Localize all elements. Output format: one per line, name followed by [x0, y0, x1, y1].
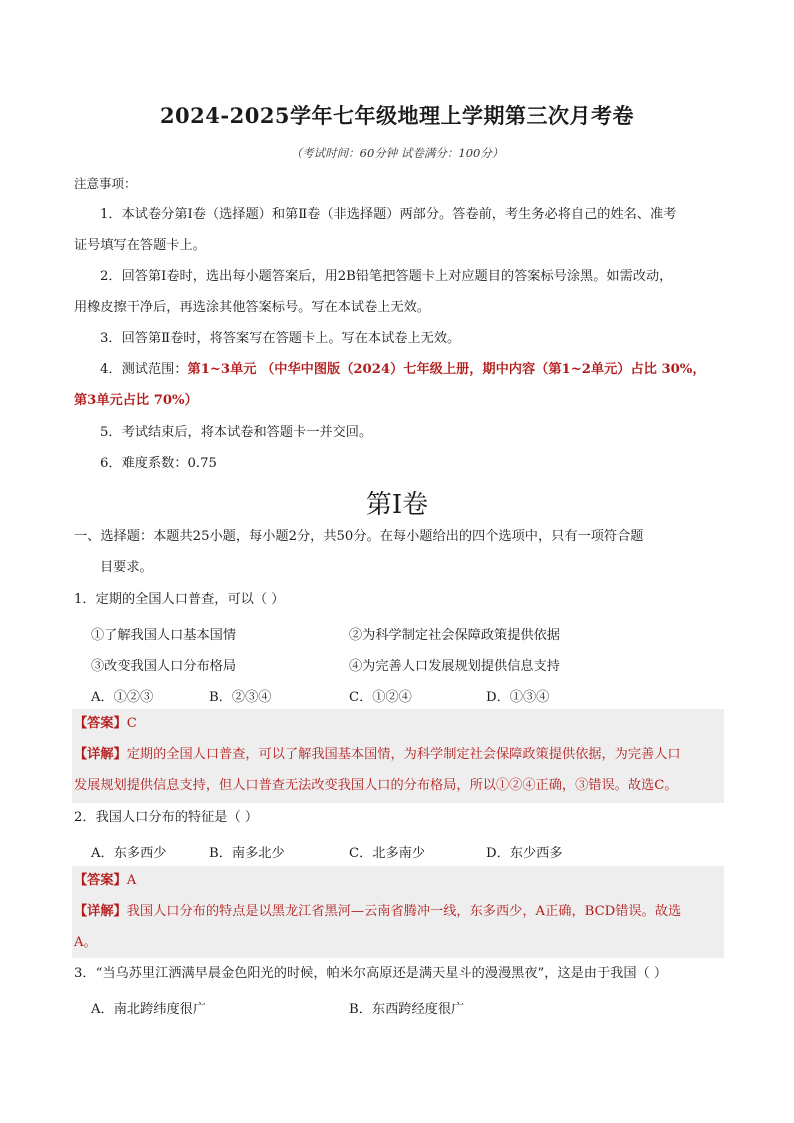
note-6: 6．难度系数：0.75 [100, 456, 217, 471]
q1-detail-line-1 [74, 748, 681, 761]
q1-answer [74, 717, 137, 730]
q1-detail-line-2: 发展规划提供信息支持，但人口普查无法改变我国人口的分布格局，所以①②④正确，③错误。故选C。 [74, 778, 678, 793]
q2-detail-line-1 [74, 905, 681, 918]
detail-tag: 【详解】 [74, 747, 127, 762]
answer-tag: 【答案】 [74, 873, 127, 888]
question-1-stem: 1．定期的全国人口普查，可以（ ） [74, 592, 285, 607]
note-3: 3．回答第Ⅱ卷时，将答案写在答题卡上。写在本试卷上无效。 [100, 331, 461, 346]
note-2-line-2: 用橡皮擦干净后，再选涂其他答案标号。写在本试卷上无效。 [74, 300, 431, 315]
q1-option-a: A．①②③ [91, 690, 154, 705]
notes-heading: 注意事项： [74, 176, 137, 191]
note-1-line-1: 1．本试卷分第Ⅰ卷（选择题）和第Ⅱ卷（非选择题）两部分。答卷前，考生务必将自己的姓名、准考 [100, 207, 677, 222]
note-5: 5．考试结束后，将本试卷和答题卡一并交回。 [100, 425, 373, 440]
test-scope: 第1~3单元 （中华中图版（2024）七年级上册，期中内容（第1~2单元）占比 30%， [187, 362, 706, 377]
q2-option-b: B．南多北少 [209, 846, 285, 861]
exam-subtitle: （考试时间：60分钟 试卷满分：100分） [290, 146, 504, 160]
q2-detail-line-2: A。 [74, 935, 97, 950]
q1-statement-4: ④为完善人口发展规划提供信息支持 [349, 659, 560, 674]
detail-tag: 【详解】 [74, 904, 127, 919]
note-1-line-2: 证号填写在答题卡上。 [74, 238, 206, 253]
q1-option-c: C．①②④ [349, 690, 412, 705]
q1-statement-2: ②为科学制定社会保障政策提供依据 [349, 628, 560, 643]
q1-statement-1: ①了解我国人口基本国情 [91, 628, 237, 643]
section-intro-line-2: 目要求。 [100, 560, 153, 575]
detail-text: 我国人口分布的特点是以黑龙江省黑河—云南省腾冲一线，东多西少，A正确，BCD错误。故选 [126, 904, 682, 919]
q2-option-d: D．东少西多 [486, 846, 563, 861]
q2-answer [74, 874, 136, 887]
detail-text: 定期的全国人口普查，可以了解我国基本国情，为科学制定社会保障政策提供依据，为完善人口 [126, 747, 681, 762]
q1-statement-3: ③改变我国人口分布格局 [91, 659, 237, 674]
q3-option-a: A．南北跨纬度很广 [91, 1002, 207, 1017]
answer-value: C [126, 716, 137, 731]
answer-value: A [126, 873, 137, 888]
q1-option-d: D．①③④ [486, 690, 550, 705]
note-4-line-2: 第3单元占比 70%） [74, 393, 198, 408]
section-intro-line-1: 一、选择题：本题共25小题，每小题2分，共50分。在每小题给出的四个选项中，只有一项符合题 [74, 529, 644, 544]
question-3-stem: 3．“当乌苏里江洒满早晨金色阳光的时候，帕米尔高原还是满天星斗的漫漫黑夜”，这是由于我国（ ） [74, 966, 668, 981]
note-4-line-1 [100, 363, 706, 376]
q1-option-b: B．②③④ [209, 690, 272, 705]
section-title: 第Ⅰ卷 [365, 490, 429, 520]
q3-option-b: B．东西跨经度很广 [349, 1002, 465, 1017]
note-4-prefix: 4．测试范围： [100, 362, 188, 377]
answer-tag: 【答案】 [74, 716, 127, 731]
question-2-stem: 2．我国人口分布的特征是（ ） [74, 810, 259, 825]
q2-option-c: C．北多南少 [349, 846, 426, 861]
page-title: 2024-2025学年七年级地理上学期第三次月考卷 [159, 103, 635, 128]
note-2-line-1: 2．回答第Ⅰ卷时，选出每小题答案后，用2B铅笔把答题卡上对应题目的答案标号涂黑。如需改动， [100, 269, 673, 284]
q2-option-a: A．东多西少 [91, 846, 167, 861]
